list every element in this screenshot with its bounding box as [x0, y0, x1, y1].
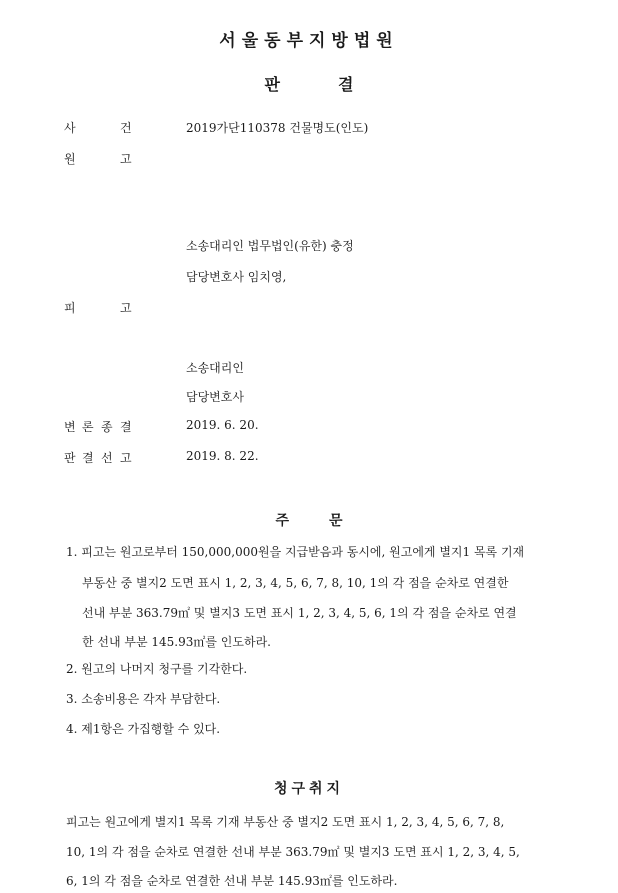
document-title: [0, 72, 618, 95]
claim-line-3: 6, 1의 각 점을 순차로 연결한 선내 부분 145.93㎡를 인도하라.: [66, 874, 398, 888]
defendant-lawyer: 담당변호사: [186, 390, 244, 404]
order-item-4: 4. 제1항은 가집행할 수 있다.: [66, 722, 221, 736]
title-char-1: 판: [264, 75, 280, 94]
plaintiff-lawyer: 담당변호사 임치영,: [186, 270, 287, 284]
claim-heading: 청구취지: [273, 781, 345, 797]
title-char-2: 결: [338, 75, 354, 94]
court-name: 서울동부지방법원: [219, 31, 399, 51]
claim-line-2: 10, 1의 각 점을 순차로 연결한 선내 부분 363.79㎡ 및 별지3 도면 표시 1, 2, 3, 4, 5,: [66, 845, 520, 859]
order-item-1-line-1: 1. 피고는 원고로부터 150,000,000원을 지급받음과 동시에, 원고에게 별지1 목록 기재: [66, 545, 525, 559]
order-item-2: 2. 원고의 나머지 청구를 기각한다.: [66, 662, 248, 676]
defendant-counsel: 소송대리인: [186, 361, 244, 375]
order-heading: 주 문: [275, 513, 343, 529]
order-item-1-line-3: 선내 부분 363.79㎡ 및 별지3 도면 표시 1, 2, 3, 4, 5, 6, 1의 각 점을 순차로 연결: [82, 606, 517, 620]
order-item-1-line-2: 부동산 중 별지2 도면 표시 1, 2, 3, 4, 5, 6, 7, 8, 10, 1의 각 점을 순차로 연결한: [82, 576, 509, 590]
plaintiff-counsel: 소송대리인 법무법인(유한) 충정: [186, 239, 354, 253]
claim-line-1: 피고는 원고에게 별지1 목록 기재 부동산 중 별지2 도면 표시 1, 2, 3, 4, 5, 6, 7, 8,: [66, 815, 505, 829]
closing-date: 2019. 6. 20.: [186, 418, 259, 432]
order-item-3: 3. 소송비용은 각자 부담한다.: [66, 692, 221, 706]
order-item-1-line-4: 한 선내 부분 145.93㎡를 인도하라.: [82, 635, 271, 649]
ruling-date: 2019. 8. 22.: [186, 449, 259, 463]
case-number: 2019가단110378 건물명도(인도): [186, 121, 369, 135]
